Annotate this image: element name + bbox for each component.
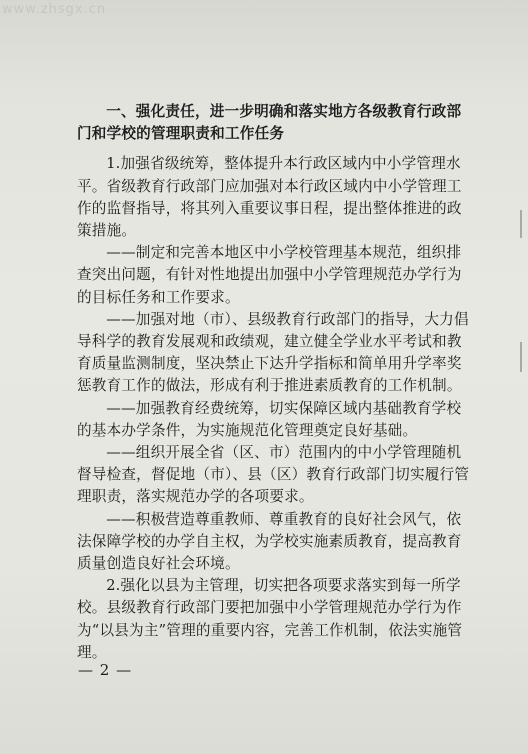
paragraph-5: ——组织开展全省（区、市）范围内的中小学管理随机督导检查，督促地（市）、县（区）教育行政部门切实履行管理职责，落实规范办学的各项要求。 bbox=[77, 444, 470, 506]
paragraph-1: 1.加强省级统筹，整体提升本行政区域内中小学管理水平。省级教育行政部门应加强对本行政区域内中小学管理工作的监督指导，将其列入重要议事日程，提出整体推进的政策措施。 bbox=[77, 155, 462, 240]
paragraph-3: ——加强对地（市）、县级教育行政部门的指导，大力倡导科学的教育发展观和政绩观，建立健全学业水平考试和教育质量监测制度，坚决禁止下达升学指标和简单用升学率奖惩教育工作的做法，形成有利于推进素质教育的工作机制。 bbox=[77, 310, 469, 395]
page-number: — 2 — bbox=[78, 661, 133, 679]
document-body bbox=[77, 101, 475, 664]
paragraph-7: 2.强化以县为主管理，切实把各项要求落实到每一所学校。县级教育行政部门要把加强中小学管理规范办学行为作为“以县为主”管理的重要内容，完善工作机制，依法实施管理。 bbox=[77, 577, 463, 661]
edge-mark bbox=[520, 342, 522, 372]
watermark-text: www.zhsgx.cn bbox=[2, 2, 107, 17]
section-heading: 一、强化责任，进一步明确和落实地方各级教育行政部门和学校的管理职责和工作任务 bbox=[77, 103, 462, 143]
edge-mark bbox=[520, 210, 522, 238]
paragraph-6: ——积极营造尊重教师、尊重教育的良好社会风气，依法保障学校的办学自主权，为学校实施素质教育，提高教育质量创造良好社会环境。 bbox=[77, 510, 462, 573]
spacer bbox=[77, 145, 475, 153]
paragraph-4: ——加强教育经费统筹，切实保障区域内基础教育学校的基本办学条件，为实施规范化管理奠定良好基础。 bbox=[77, 399, 462, 439]
paragraph-2: ——制定和完善本地区中小学校管理基本规范，组织排查突出问题，有针对性地提出加强中小学管理规范办学行为的目标任务和工作要求。 bbox=[77, 244, 462, 306]
